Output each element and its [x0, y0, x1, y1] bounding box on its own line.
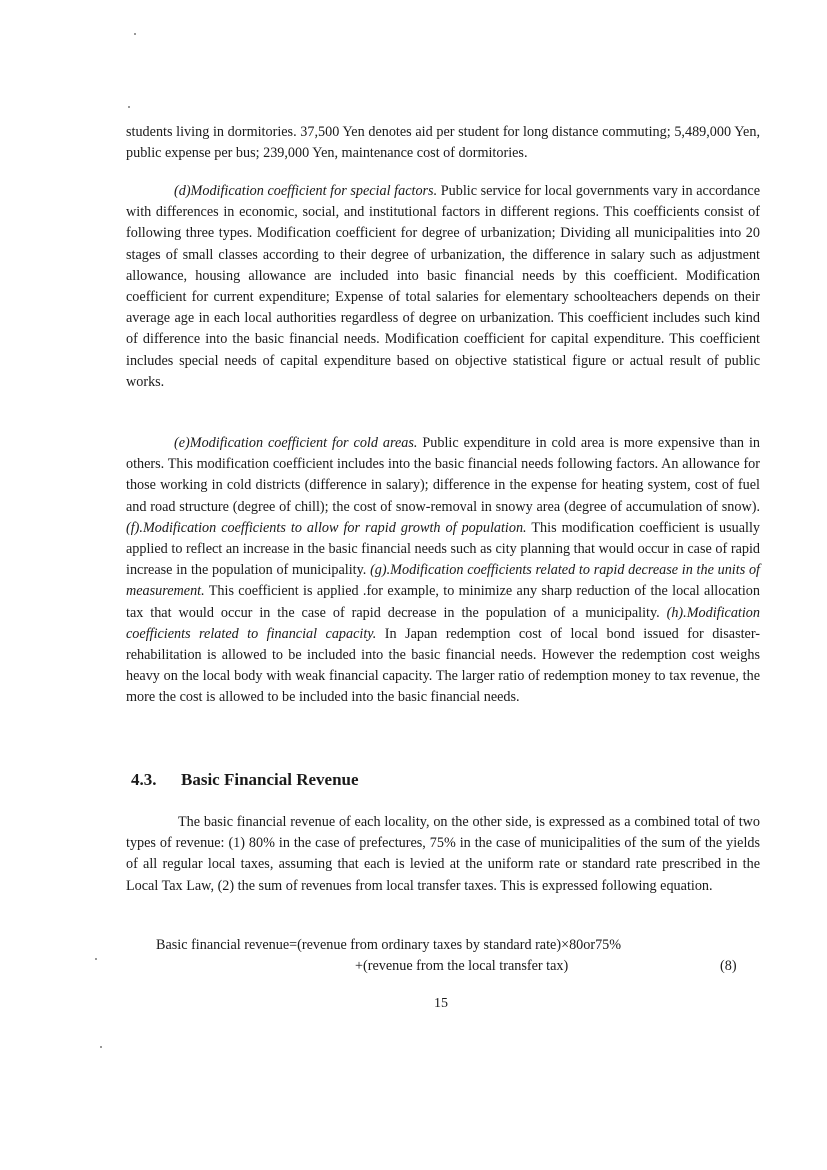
term-special-factors: (d)Modification coefficient for special factors. [174, 183, 438, 199]
term-financial-capacity: (h).Modification coefficients related to financial capacity. [126, 604, 760, 642]
paragraph-text: This modification coefficient is usually applied to reflect an increase in the basic financial needs such as city planning that would occur in case of rapid increase in the population of municipality. [126, 519, 761, 579]
term-rapid-growth: (f).Modification coefficients to allow for rapid growth of population. [126, 519, 527, 536]
scan-speck [95, 958, 97, 960]
scan-speck [128, 106, 130, 108]
term-cold-areas: (e)Modification coefficient for cold areas. [174, 435, 418, 451]
paragraph-text: Public expenditure in cold area is more expensive than in others. This modification coefficient includes into the basic financial needs following factors. An allowance for those working in cold districts (difference in salary); difference in the expense for heating system, cost of fuel and road structure (degree of chill); the cost of snow-removal in snowy area (degree of accumulation of snow). [126, 435, 760, 515]
paragraph-basic-revenue: The basic financial revenue of each locality, on the other side, is expressed as a combined total of two types of revenue: (1) 80% in the case of prefectures, 75% in the case of municipalities of the sum of the yields of all regular local taxes, assuming that each is levied at the uniform rate or standard rate prescribed in the Local Tax Law, (2) the sum of revenues from local transfer taxes. This is expressed following equation. [126, 814, 760, 894]
paragraph-special-factors [126, 181, 760, 393]
equation-line-2: +(revenue from the local transfer tax) [355, 958, 569, 974]
scan-speck [134, 33, 136, 35]
section-number: 4.3. [131, 770, 157, 789]
section-title: Basic Financial Revenue [181, 770, 359, 789]
paragraph-dormitory-costs: students living in dormitories. 37,500 Yen denotes aid per student for long distance commuting; 5,489,000 Yen, public expense per bus; 239,000 Yen, maintenance cost of dormitories. [126, 124, 760, 162]
page-number: 15 [434, 996, 448, 1011]
scan-speck [100, 1046, 102, 1048]
equation-number: (8) [720, 958, 737, 974]
term-rapid-decrease: (g).Modification coefficients related to rapid decrease in the units of measurement. [126, 562, 760, 600]
paragraph-text: Public service for local governments vary in accordance with differences in economic, social, and institutional factors in different regions. This coefficients consist of following three types. Modification coefficient for degree of urbanization; Dividing all municipalities into 20 stages of small classes according to their degree of urbanization, the difference in salary such as adjustment allowance, housing allowance are included into basic financial needs by this coefficient. Modification coefficient for current expenditure; Expense of total salaries for elementary schoolteachers depends on their average age in each local authorities regardless of degree on urbanization. This coefficient includes such kind of difference into the basic financial needs. Modification coefficient for capital expenditure. This coefficient includes special needs of capital expenditure based on objective statistical figure or actual result of public works. [126, 183, 760, 390]
section-heading [131, 770, 359, 790]
equation-line-1: Basic financial revenue=(revenue from ordinary taxes by standard rate)×80or75% [156, 937, 622, 953]
paragraph-text: This coefficient is applied .for example, to minimize any sharp reduction of the local allocation tax that would occur in the case of rapid decrease in the population of a municipality. [126, 583, 760, 621]
paragraph-cold-areas [126, 433, 760, 709]
paragraph-text: In Japan redemption cost of local bond issued for disaster-rehabilitation is allowed to be included into the basic financial needs. However the redemption cost weighs heavy on the local body with weak financial capacity. The larger ratio of redemption money to tax revenue, the more the cost is allowed to be included into the basic financial needs. [126, 625, 760, 706]
